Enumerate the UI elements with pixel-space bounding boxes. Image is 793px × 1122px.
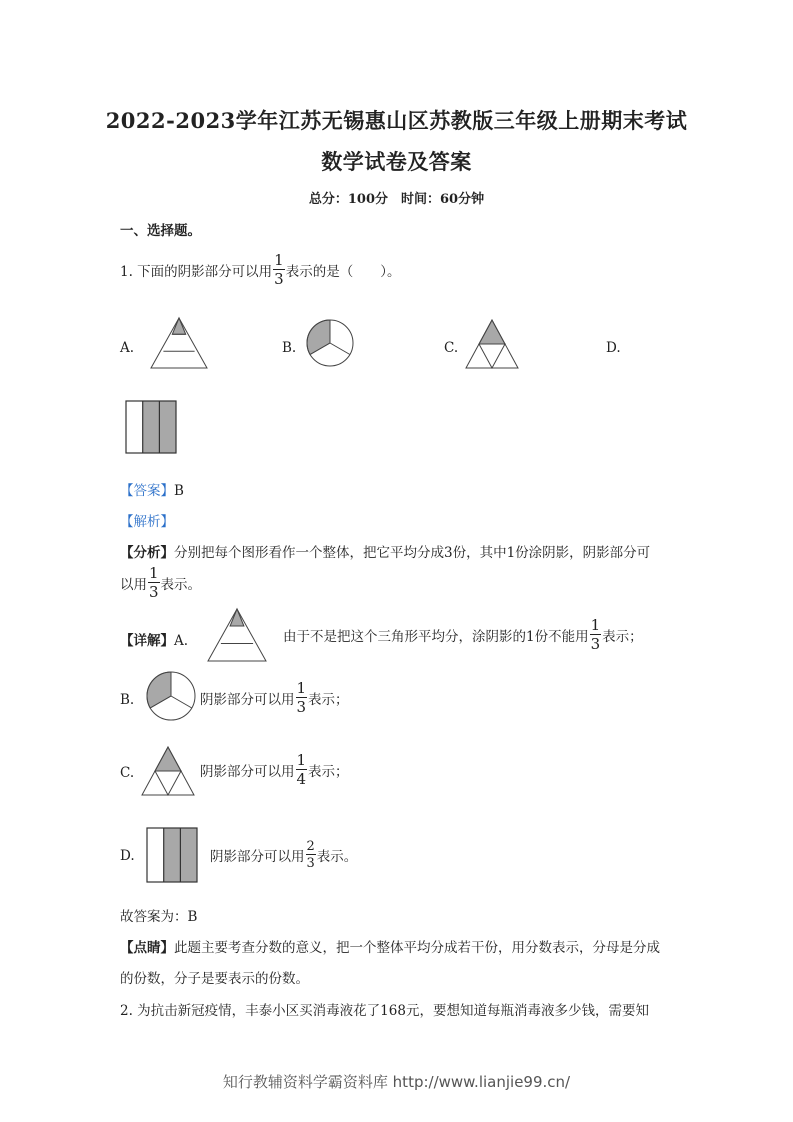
answer-label: 【答案】 [120, 483, 174, 499]
fenxi-text1: 分别把每个图形看作一个整体，把它平均分成3份，其中1份涂阴影，阴影部分可 [174, 545, 651, 561]
fraction [296, 753, 308, 787]
detail-c-end: 表示； [308, 764, 349, 780]
dianjing-line1 [120, 936, 660, 956]
fraction [273, 253, 285, 287]
option-b-circle-figure [305, 318, 355, 368]
detail-c-letter: C. [120, 765, 135, 781]
detail-c-text [200, 753, 349, 787]
page-title-line1: 2022-2023学年江苏无锡惠山区苏教版三年级上册期末考试 [105, 108, 688, 133]
exam-meta: 总分：100分 时间：60分钟 [308, 192, 485, 207]
fraction-denominator: 3 [149, 583, 159, 601]
option-a-triangle-figure [148, 316, 212, 370]
option-c-label: C. [444, 340, 459, 356]
detail-c-triangle-figure [140, 745, 198, 797]
option-d-rectangle-figure [125, 400, 179, 454]
analysis-text-line2 [120, 566, 201, 600]
fenxi-text2: 以用 [120, 577, 147, 593]
detail-a-triangle-figure [205, 607, 269, 663]
detail-b-text [200, 681, 349, 715]
detail-c-sentence: 阴影部分可以用 [200, 764, 295, 780]
detail-b-sentence: 阴影部分可以用 [200, 692, 295, 708]
conclusion: 故答案为：B [120, 909, 198, 925]
fraction [296, 681, 308, 715]
option-c-triangle-figure [464, 318, 522, 370]
dianjing-line2: 的份数，分子是要表示的份数。 [120, 971, 309, 987]
detail-b-letter: B. [120, 692, 135, 708]
detail-b-circle-figure [145, 670, 197, 722]
fraction-denominator: 3 [590, 635, 601, 653]
detail-d-rectangle-figure [146, 827, 200, 883]
fraction [590, 618, 602, 652]
detail-a-end: 表示； [602, 629, 643, 645]
detail-d-text [210, 840, 357, 870]
fraction-denominator: 3 [274, 270, 284, 288]
fraction-numerator: 1 [296, 751, 307, 769]
detail-a-text [283, 618, 643, 652]
answer-value: B [174, 483, 184, 499]
fraction-denominator: 4 [296, 770, 307, 788]
dianjing-label: 【点睛】 [120, 940, 174, 956]
fraction-denominator: 3 [296, 698, 307, 716]
detail-a-letter: A. [174, 633, 189, 649]
option-b-label: B. [282, 340, 297, 356]
fraction-denominator: 3 [306, 856, 315, 871]
fraction [306, 840, 316, 870]
question-1-suffix: 表示的是（ ）。 [285, 264, 401, 280]
analysis-label: 【解析】 [120, 514, 174, 530]
fraction [148, 566, 160, 600]
fenxi-text3: 表示。 [160, 577, 202, 593]
analysis-text-line1 [120, 541, 650, 561]
section-heading: 一、选择题。 [120, 223, 201, 239]
fraction-numerator: 1 [274, 251, 284, 269]
detail-a-sentence: 由于不是把这个三角形平均分，涂阴影的1份不能用 [283, 629, 589, 645]
option-a-label: A. [120, 340, 135, 356]
fraction-numerator: 1 [149, 564, 159, 582]
option-d-label: D. [606, 340, 621, 356]
detail-d-sentence: 阴影部分可以用 [210, 849, 305, 865]
question-1-prefix: 1. 下面的阴影部分可以用 [120, 264, 273, 280]
fraction-numerator: 1 [590, 616, 601, 634]
page-title-line2: 数学试卷及答案 [321, 149, 472, 174]
fenxi-label: 【分析】 [120, 545, 174, 561]
detail-a-prefix [120, 629, 188, 649]
question-2: 2. 为抗击新冠疫情，丰泰小区买消毒液花了168元，要想知道每瓶消毒液多少钱，需要知 [120, 1003, 649, 1019]
answer-line [120, 479, 184, 499]
footer-watermark: 知行教辅资料学霸资料库 http://www.lianjie99.cn/ [222, 1073, 571, 1091]
question-1 [120, 253, 400, 287]
fraction-numerator: 2 [306, 839, 315, 854]
detail-label: 【详解】 [120, 633, 174, 649]
dianjing-text1: 此题主要考查分数的意义，把一个整体平均分成若干份，用分数表示，分母是分成 [174, 940, 660, 956]
detail-b-end: 表示； [308, 692, 349, 708]
detail-d-end: 表示。 [316, 849, 358, 865]
fraction-numerator: 1 [296, 679, 307, 697]
detail-d-letter: D. [120, 848, 135, 864]
